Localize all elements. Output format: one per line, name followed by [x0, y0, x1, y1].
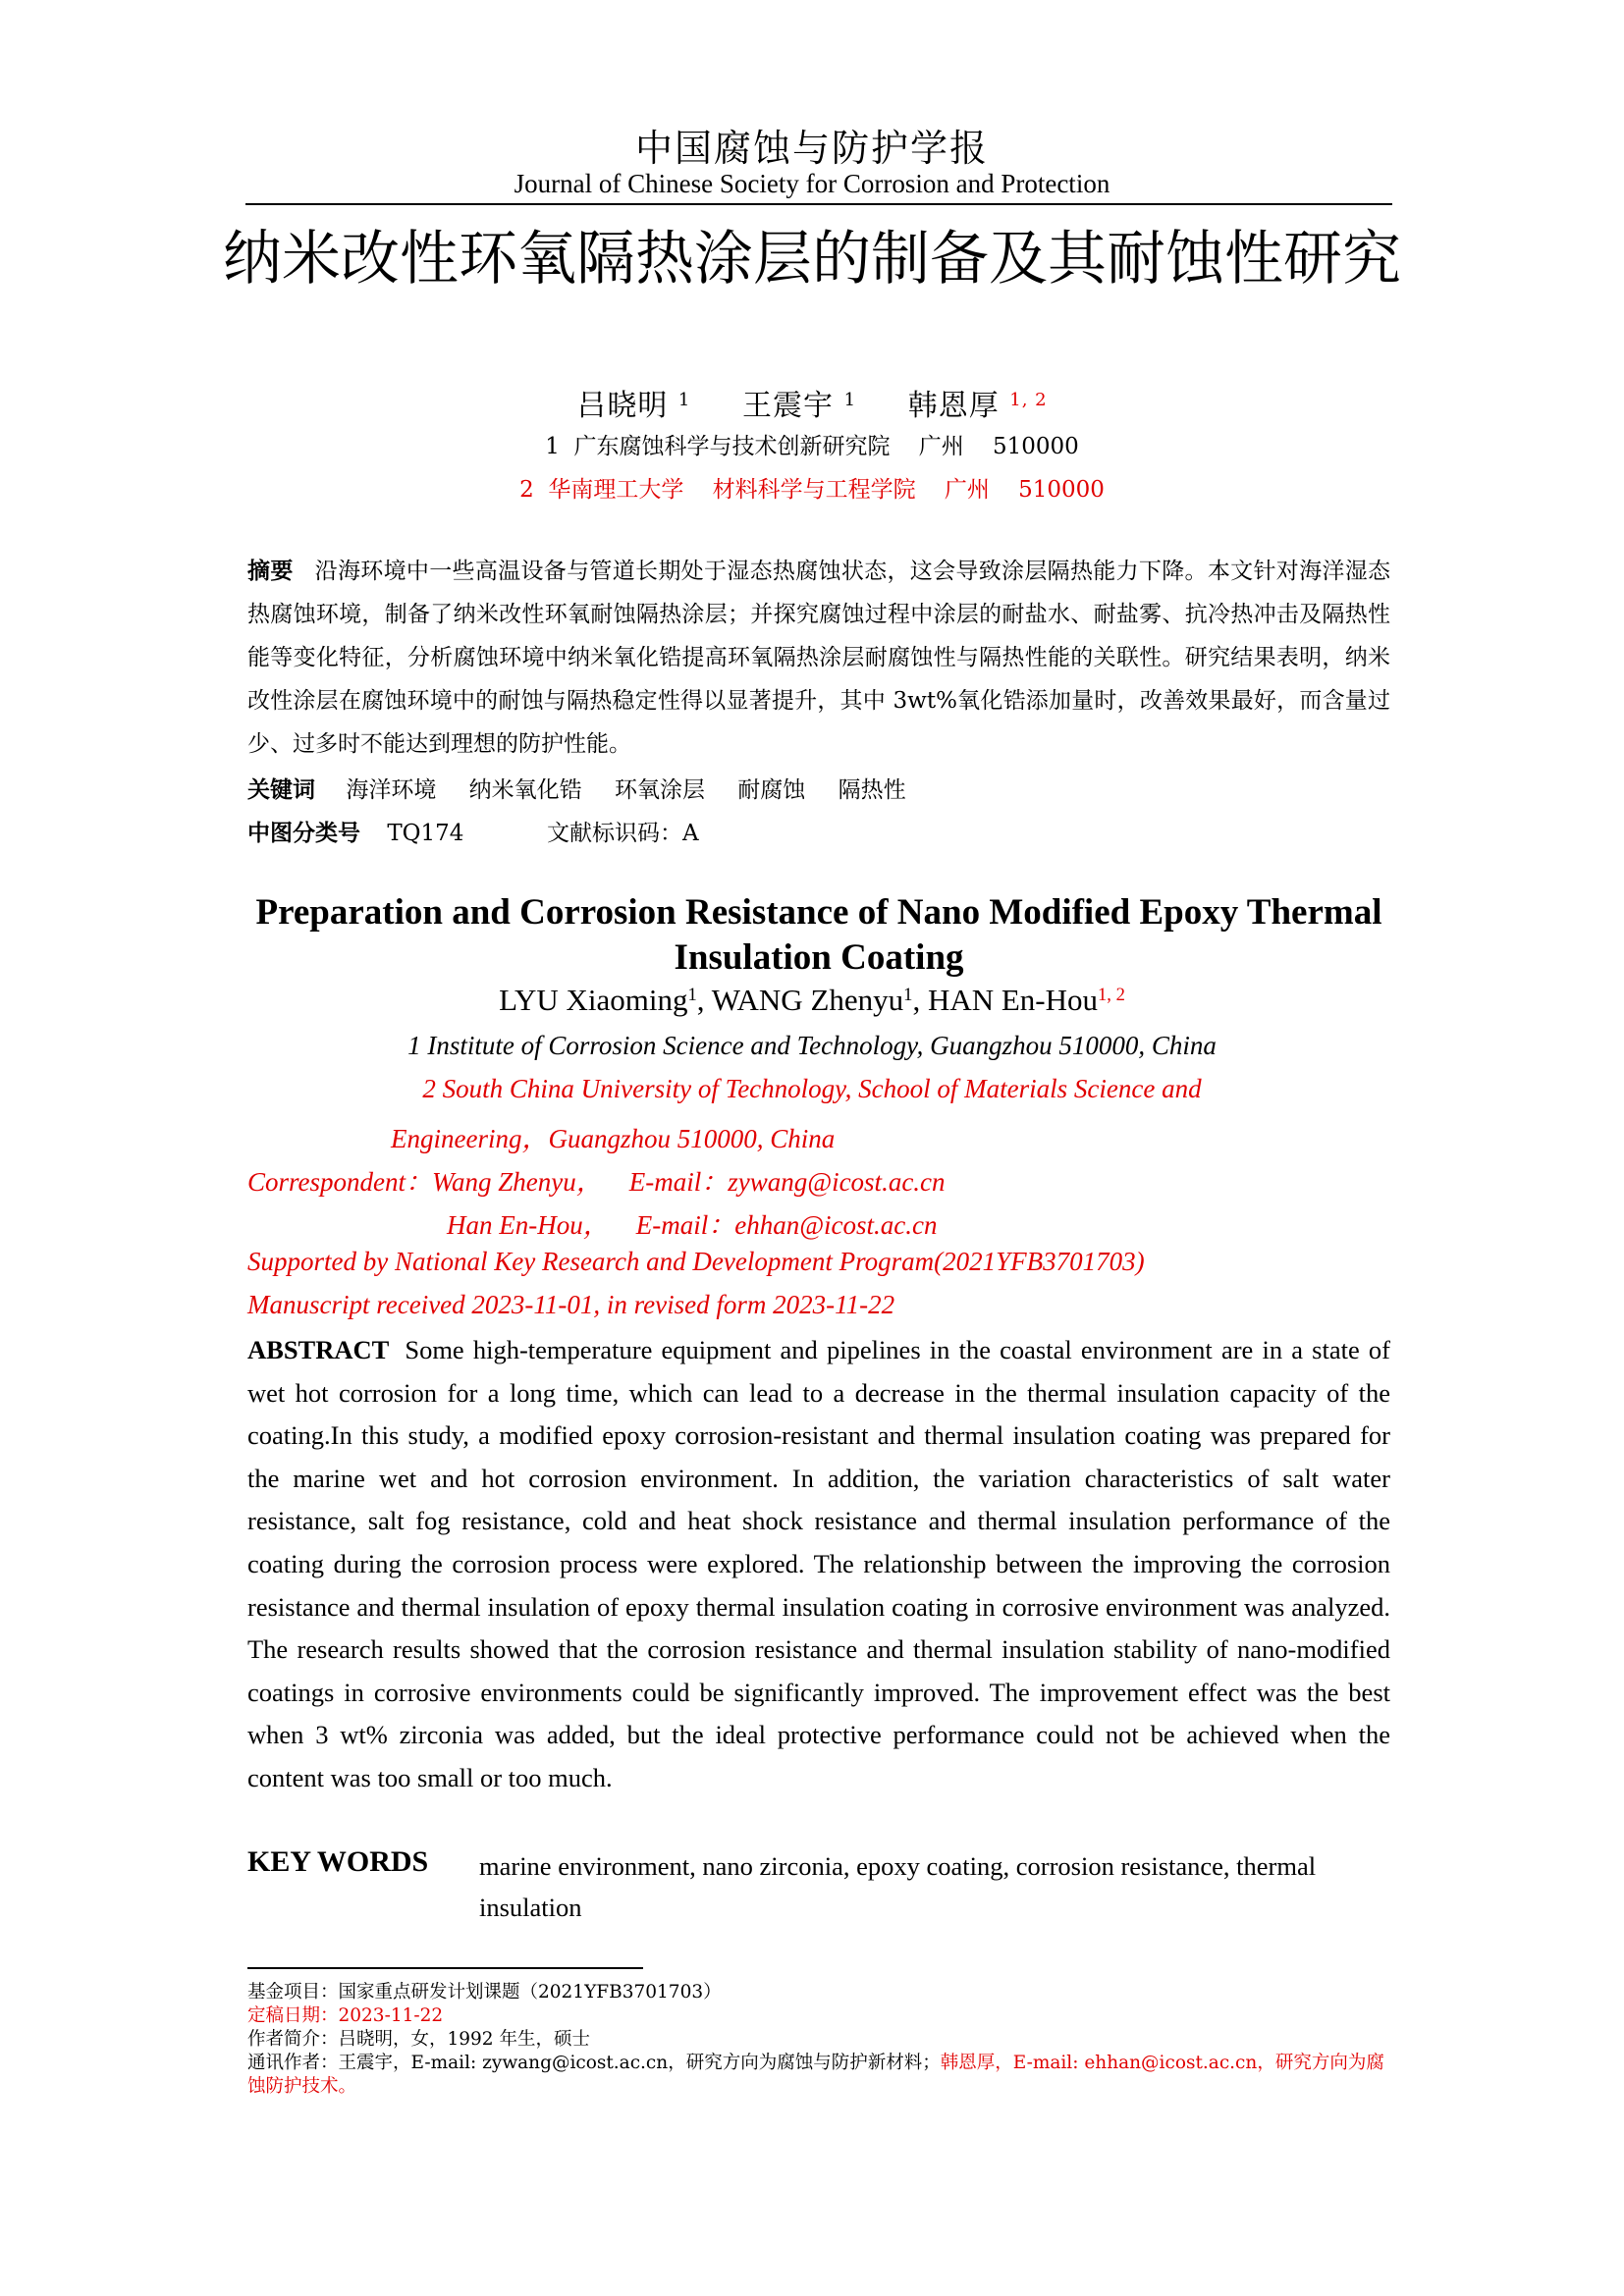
- author-en-1: LYU Xiaoming$^1$: [499, 983, 697, 1017]
- keyword-cn: 隔热性: [838, 777, 906, 803]
- paper-title-cn: 纳米改性环氧隔热涂层的制备及其耐蚀性研究: [223, 225, 1401, 294]
- abstract-en-label: ABSTRACT: [247, 1335, 390, 1364]
- abstract-cn-label: 摘要: [247, 558, 294, 584]
- author-en-2: WANG Zhenyu$^1$: [711, 983, 913, 1017]
- abstract-cn: [247, 550, 1390, 766]
- keywords-cn: [247, 772, 932, 804]
- affiliation-en-1: 1 Institute of Corrosion Science and Technology, Guangzhou 510000, China: [407, 1031, 1217, 1060]
- author-cn-1: 吕晓明 $^1$: [576, 389, 691, 423]
- manuscript-dates: Manuscript received 2023-11-01, in revised form 2023-11-22: [247, 1290, 895, 1319]
- header-rule: [245, 203, 1392, 205]
- correspondent-line-1: Correspondent：Wang Zhenyu， E-mail：zywang@icost.ac.cn: [247, 1167, 946, 1197]
- journal-name-cn: 中国腐蚀与防护学报: [634, 127, 989, 170]
- keyword-cn: 耐腐蚀: [737, 777, 806, 803]
- footnote-fund: 基金项目：国家重点研发计划课题（2021YFB3701703）: [247, 1982, 722, 2002]
- classification-code: TQ174: [387, 821, 464, 846]
- paper-title-en: Preparation and Corrosion Resistance of Nano Modified Epoxy Thermal Insulation Coating: [255, 892, 1382, 978]
- author-cn-2: 王震宇 $^1$: [742, 389, 857, 423]
- correspondent-line-2: Han En-Hou， E-mail：ehhan@icost.ac.cn: [447, 1210, 938, 1240]
- authors-en: LYU Xiaoming$^1$, WANG Zhenyu$^1$, HAN En-Hou$^{1, 2}$: [499, 983, 1125, 1017]
- classification-label: 中图分类号: [247, 820, 360, 846]
- document-code: 文献标识码：A: [547, 821, 699, 846]
- journal-name-en: Journal of Chinese Society for Corrosion and Protection: [514, 169, 1110, 198]
- keyword-cn: 纳米氧化锆: [468, 777, 582, 803]
- footnote-correspondent: 通讯作者：王震宇，E-mail: zywang@icost.ac.cn，研究方向为腐蚀与防护新材料；韩恩厚，E-mail: ehhan@icost.ac.cn，研究方向为腐蚀防护技术。: [247, 2053, 1384, 2097]
- authors-cn: [0, 381, 1624, 424]
- affiliation-cn-1: 1 广东腐蚀科学与技术创新研究院 广州 510000: [545, 434, 1079, 459]
- affiliation-en-2-line1: 2 South China University of Technology, School of Materials Science and: [422, 1074, 1202, 1103]
- footnote-author: 作者简介：吕晓明，女，1992 年生，硕士: [247, 2029, 590, 2050]
- abstract-cn-text: 沿海环境中一些高温设备与管道长期处于湿态热腐蚀状态，这会导致涂层隔热能力下降。本文针对海洋湿态热腐蚀环境，制备了纳米改性环氧耐蚀隔热涂层；并探究腐蚀过程中涂层的耐盐水、耐盐雾、抗冷热冲击及隔热性能等变化特征，分析腐蚀环境中纳米氧化锆提高环氧隔热涂层耐腐蚀性与隔热性能的关联性。研究结果表明，纳米改性涂层在腐蚀环境中的耐蚀与隔热稳定性得以显著提升，其中 3wt%氧化锆添加量时，改善效果最好，而含量过少、过多时不能达到理想的防护性能。: [247, 559, 1390, 757]
- abstract-en: [247, 1329, 1390, 1800]
- affiliation-en-2-line2: Engineering，Guangzhou 510000, China: [391, 1124, 836, 1153]
- keywords-en-text: marine environment, nano zirconia, epoxy coating, corrosion resistance, thermal insulation: [479, 1851, 1317, 1922]
- keywords-cn-label: 关键词: [247, 776, 315, 803]
- affiliation-cn-2: 2 华南理工大学 材料科学与工程学院 广州 510000: [519, 477, 1105, 503]
- abstract-en-text: Some high-temperature equipment and pipelines in the coastal environment are in a state of wet hot corrosion for a long time, which can lead to a decrease in the thermal insulation capacity of the coating.In this study, a modified epoxy corrosion-resistant and thermal insulation coating was prepared for the marine wet and hot corrosion environment. In addition, the variation characteristics of salt water resistance, salt fog resistance, cold and heat shock resistance and thermal insulation performance of the coating during the corrosion process were explored. The relationship between the improving the corrosion resistance and thermal insulation of epoxy thermal insulation coating in corrosive environment was analyzed. The research results showed that the corrosion resistance and thermal insulation stability of nano-modified coatings in corrosive environments could be significantly improved. The improvement effect was the best when 3 wt% zirconia was added, but the ideal protective performance could not be achieved when the content was too small or too much.: [247, 1335, 1390, 1792]
- keywords-en-label: KEY WORDS: [247, 1845, 429, 1878]
- author-cn-3: 韩恩厚 $^{1, 2}$: [907, 389, 1048, 423]
- funding-support: Supported by National Key Research and Development Program(2021YFB3701703): [247, 1247, 1145, 1276]
- classification-line: [247, 815, 699, 847]
- keyword-cn: 海洋环境: [346, 777, 437, 803]
- footnotes: [247, 1981, 1392, 2099]
- footnote-rule: [247, 1967, 643, 1969]
- author-en-3: HAN En-Hou$^{1, 2}$: [927, 983, 1125, 1017]
- footnote-date: 定稿日期：2023-11-22: [247, 2005, 444, 2026]
- keyword-cn: 环氧涂层: [614, 777, 705, 803]
